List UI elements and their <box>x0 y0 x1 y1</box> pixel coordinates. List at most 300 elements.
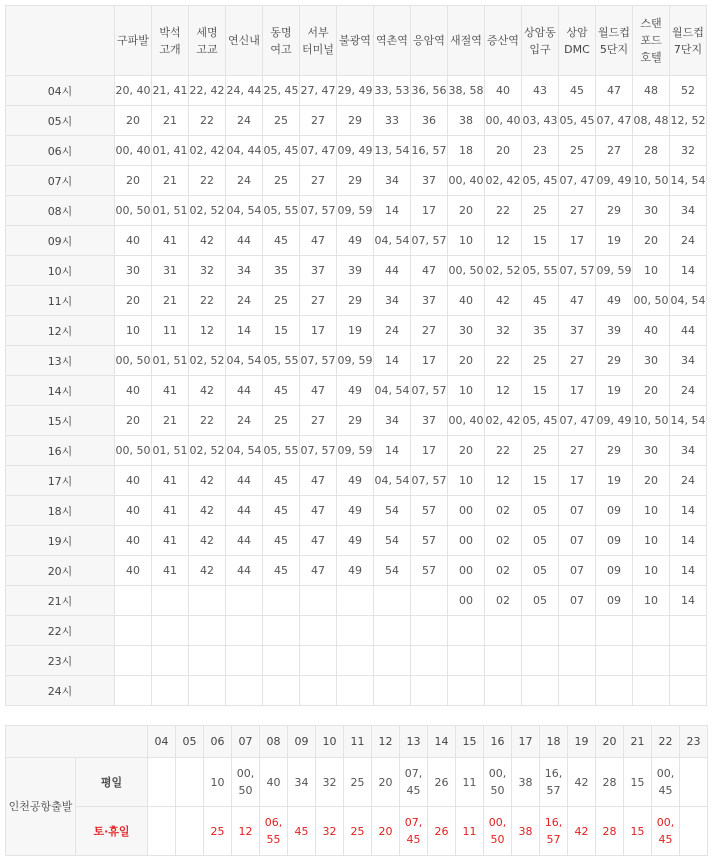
departure-minutes: 02, 52 <box>189 196 226 226</box>
departure-minutes <box>670 646 707 676</box>
departure-minutes: 34 <box>374 286 411 316</box>
departure-minutes <box>300 646 337 676</box>
departure-minutes <box>485 676 522 706</box>
departure-minutes: 07, 57 <box>411 376 448 406</box>
departure-minutes <box>448 646 485 676</box>
departure-minutes: 41 <box>152 556 189 586</box>
hour-row <box>6 676 707 706</box>
hour-label: 20시 <box>6 556 115 586</box>
airport-hour-header: 07 <box>232 726 260 758</box>
departure-minutes: 29 <box>337 166 374 196</box>
airport-hour-header: 06 <box>204 726 232 758</box>
weekend-departure-minutes: 00, 50 <box>484 807 512 856</box>
hour-row <box>6 406 707 436</box>
departure-minutes: 07, 57 <box>300 436 337 466</box>
departure-minutes: 40 <box>485 76 522 106</box>
departure-minutes: 34 <box>226 256 263 286</box>
weekend-departure-minutes: 26 <box>428 807 456 856</box>
departure-minutes: 02 <box>485 556 522 586</box>
departure-minutes: 09, 59 <box>337 346 374 376</box>
departure-minutes <box>522 646 559 676</box>
departure-minutes: 10 <box>448 226 485 256</box>
departure-minutes: 27 <box>559 196 596 226</box>
departure-minutes: 02, 52 <box>189 346 226 376</box>
hour-row <box>6 496 707 526</box>
departure-minutes: 03, 43 <box>522 106 559 136</box>
departure-minutes: 29 <box>596 196 633 226</box>
airport-hour-header: 11 <box>344 726 372 758</box>
airport-hour-header: 15 <box>456 726 484 758</box>
airport-hour-header: 17 <box>512 726 540 758</box>
departure-minutes: 27 <box>300 286 337 316</box>
departure-minutes: 05, 55 <box>522 256 559 286</box>
departure-minutes: 09, 59 <box>337 436 374 466</box>
departure-minutes: 01, 51 <box>152 436 189 466</box>
departure-minutes: 32 <box>670 136 707 166</box>
weekday-label: 평일 <box>76 758 148 807</box>
departure-minutes: 38, 58 <box>448 76 485 106</box>
departure-minutes: 57 <box>411 496 448 526</box>
departure-minutes: 47 <box>300 496 337 526</box>
departure-minutes: 49 <box>337 526 374 556</box>
hour-label: 04시 <box>6 76 115 106</box>
departure-minutes: 17 <box>559 376 596 406</box>
departure-minutes: 21 <box>152 106 189 136</box>
departure-minutes: 25 <box>263 106 300 136</box>
departure-minutes: 04, 54 <box>374 376 411 406</box>
departure-minutes: 40 <box>115 496 152 526</box>
departure-minutes: 00, 50 <box>115 436 152 466</box>
departure-minutes: 32 <box>189 256 226 286</box>
departure-minutes: 31 <box>152 256 189 286</box>
weekday-departure-minutes <box>148 758 176 807</box>
stop-header: 응암역 <box>411 6 448 76</box>
departure-minutes: 14 <box>374 196 411 226</box>
departure-minutes: 42 <box>189 376 226 406</box>
departure-minutes: 10 <box>115 316 152 346</box>
departure-minutes <box>448 616 485 646</box>
departure-minutes: 00, 50 <box>115 346 152 376</box>
departure-minutes: 02 <box>485 496 522 526</box>
airport-corner-cell <box>6 726 148 758</box>
departure-minutes <box>263 586 300 616</box>
departure-minutes: 33 <box>374 106 411 136</box>
departure-minutes: 07, 47 <box>300 136 337 166</box>
departure-minutes: 42 <box>189 556 226 586</box>
departure-minutes: 23 <box>522 136 559 166</box>
stop-header: 역촌역 <box>374 6 411 76</box>
weekend-departure-minutes: 42 <box>568 807 596 856</box>
departure-minutes: 17 <box>300 316 337 346</box>
departure-minutes: 27 <box>596 136 633 166</box>
weekday-row <box>6 758 708 807</box>
departure-minutes: 22 <box>189 166 226 196</box>
departure-minutes: 25 <box>522 196 559 226</box>
departure-minutes <box>337 586 374 616</box>
departure-minutes <box>226 616 263 646</box>
departure-minutes: 37 <box>300 256 337 286</box>
departure-minutes: 10 <box>633 556 670 586</box>
departure-minutes: 39 <box>337 256 374 286</box>
airport-departure-table <box>5 725 708 856</box>
departure-minutes <box>263 676 300 706</box>
departure-minutes: 09 <box>596 526 633 556</box>
departure-minutes: 13, 54 <box>374 136 411 166</box>
departure-minutes: 40 <box>115 556 152 586</box>
departure-minutes: 30 <box>633 436 670 466</box>
departure-minutes: 24 <box>226 286 263 316</box>
departure-minutes <box>189 586 226 616</box>
stop-header: 불광역 <box>337 6 374 76</box>
departure-minutes: 34 <box>670 436 707 466</box>
departure-minutes <box>633 676 670 706</box>
departure-minutes: 05, 45 <box>559 106 596 136</box>
departure-minutes: 42 <box>189 226 226 256</box>
departure-minutes: 14, 54 <box>670 166 707 196</box>
departure-minutes: 04, 54 <box>374 226 411 256</box>
weekday-departure-minutes: 34 <box>288 758 316 807</box>
departure-minutes: 29 <box>596 436 633 466</box>
departure-minutes <box>115 616 152 646</box>
departure-minutes <box>411 586 448 616</box>
departure-minutes: 01, 51 <box>152 346 189 376</box>
departure-minutes: 02 <box>485 526 522 556</box>
departure-minutes: 17 <box>411 346 448 376</box>
departure-minutes: 27, 47 <box>300 76 337 106</box>
departure-minutes: 00, 40 <box>448 166 485 196</box>
departure-minutes: 20 <box>633 466 670 496</box>
departure-minutes: 07, 47 <box>596 106 633 136</box>
departure-minutes: 42 <box>485 286 522 316</box>
departure-minutes: 33, 53 <box>374 76 411 106</box>
departure-minutes: 32 <box>485 316 522 346</box>
hour-row <box>6 136 707 166</box>
departure-minutes: 05 <box>522 586 559 616</box>
departure-minutes: 12 <box>485 466 522 496</box>
departure-minutes: 45 <box>263 466 300 496</box>
departure-minutes: 04, 54 <box>226 346 263 376</box>
stop-header: 연신내 <box>226 6 263 76</box>
departure-minutes: 45 <box>263 556 300 586</box>
weekend-departure-minutes: 20 <box>372 807 400 856</box>
departure-minutes: 21, 41 <box>152 76 189 106</box>
departure-minutes: 02, 42 <box>485 406 522 436</box>
departure-minutes <box>337 646 374 676</box>
departure-minutes: 09, 59 <box>337 196 374 226</box>
departure-minutes: 14 <box>226 316 263 346</box>
departure-minutes: 34 <box>670 346 707 376</box>
departure-minutes: 47 <box>300 526 337 556</box>
hour-label: 24시 <box>6 676 115 706</box>
weekend-departure-minutes: 11 <box>456 807 484 856</box>
departure-minutes: 00, 40 <box>485 106 522 136</box>
departure-minutes: 27 <box>559 436 596 466</box>
departure-minutes: 27 <box>300 106 337 136</box>
departure-minutes: 15 <box>522 376 559 406</box>
airport-hour-header: 20 <box>596 726 624 758</box>
departure-minutes: 21 <box>152 286 189 316</box>
departure-minutes: 17 <box>411 436 448 466</box>
weekday-departure-minutes: 26 <box>428 758 456 807</box>
weekend-departure-minutes: 12 <box>232 807 260 856</box>
hour-label: 21시 <box>6 586 115 616</box>
departure-minutes: 20 <box>115 406 152 436</box>
departure-minutes: 14 <box>670 556 707 586</box>
departure-minutes <box>374 676 411 706</box>
departure-minutes: 52 <box>670 76 707 106</box>
hour-label: 19시 <box>6 526 115 556</box>
stop-header: 동명 여고 <box>263 6 300 76</box>
departure-minutes <box>115 646 152 676</box>
airport-hour-header: 12 <box>372 726 400 758</box>
departure-minutes: 48 <box>633 76 670 106</box>
departure-minutes <box>189 676 226 706</box>
departure-minutes: 24 <box>374 316 411 346</box>
departure-minutes: 04, 54 <box>226 196 263 226</box>
hour-row <box>6 106 707 136</box>
airport-hour-header: 05 <box>176 726 204 758</box>
departure-minutes: 44 <box>226 466 263 496</box>
departure-minutes: 20 <box>115 106 152 136</box>
departure-minutes: 04, 54 <box>374 466 411 496</box>
departure-minutes: 07, 57 <box>411 226 448 256</box>
departure-minutes: 07 <box>559 556 596 586</box>
weekday-departure-minutes: 11 <box>456 758 484 807</box>
departure-minutes: 47 <box>596 76 633 106</box>
departure-minutes: 02 <box>485 586 522 616</box>
hour-row <box>6 196 707 226</box>
departure-minutes: 21 <box>152 406 189 436</box>
departure-minutes: 10 <box>448 376 485 406</box>
airport-hour-header: 04 <box>148 726 176 758</box>
departure-minutes: 47 <box>559 286 596 316</box>
departure-minutes: 00, 50 <box>115 196 152 226</box>
departure-minutes <box>374 646 411 676</box>
stop-header: 새절역 <box>448 6 485 76</box>
weekday-departure-minutes: 10 <box>204 758 232 807</box>
departure-minutes: 49 <box>337 556 374 586</box>
weekday-departure-minutes: 40 <box>260 758 288 807</box>
departure-minutes: 24 <box>670 466 707 496</box>
hour-row <box>6 646 707 676</box>
departure-minutes: 24 <box>670 376 707 406</box>
departure-minutes: 45 <box>559 76 596 106</box>
departure-minutes <box>374 586 411 616</box>
departure-minutes <box>559 616 596 646</box>
departure-minutes: 22, 42 <box>189 76 226 106</box>
weekday-departure-minutes: 16, 57 <box>540 758 568 807</box>
departure-minutes: 27 <box>300 406 337 436</box>
weekday-departure-minutes: 20 <box>372 758 400 807</box>
departure-minutes: 25 <box>263 286 300 316</box>
departure-minutes <box>115 676 152 706</box>
departure-minutes: 25 <box>263 166 300 196</box>
weekend-departure-minutes: 45 <box>288 807 316 856</box>
weekday-departure-minutes <box>680 758 708 807</box>
departure-minutes: 57 <box>411 556 448 586</box>
hour-label: 05시 <box>6 106 115 136</box>
departure-minutes: 02, 42 <box>189 136 226 166</box>
departure-minutes: 05, 55 <box>263 436 300 466</box>
departure-minutes: 09, 49 <box>337 136 374 166</box>
weekend-departure-minutes: 06, 55 <box>260 807 288 856</box>
airport-hour-header: 10 <box>316 726 344 758</box>
departure-minutes <box>670 616 707 646</box>
hour-label: 17시 <box>6 466 115 496</box>
airport-hour-header: 22 <box>652 726 680 758</box>
hour-label: 14시 <box>6 376 115 406</box>
departure-minutes <box>411 646 448 676</box>
stop-header: 세명 고교 <box>189 6 226 76</box>
departure-minutes <box>189 616 226 646</box>
departure-minutes: 10 <box>633 526 670 556</box>
departure-minutes: 20, 40 <box>115 76 152 106</box>
hour-label: 16시 <box>6 436 115 466</box>
departure-minutes: 24 <box>670 226 707 256</box>
departure-minutes: 01, 41 <box>152 136 189 166</box>
departure-minutes: 30 <box>115 256 152 286</box>
departure-minutes: 15 <box>263 316 300 346</box>
departure-minutes: 00, 50 <box>633 286 670 316</box>
departure-minutes: 07, 57 <box>300 196 337 226</box>
weekend-row <box>6 807 708 856</box>
departure-minutes <box>411 616 448 646</box>
departure-minutes <box>522 616 559 646</box>
hour-row <box>6 556 707 586</box>
weekday-departure-minutes: 32 <box>316 758 344 807</box>
departure-minutes: 07, 57 <box>559 256 596 286</box>
hour-row <box>6 526 707 556</box>
departure-minutes <box>300 586 337 616</box>
departure-minutes: 20 <box>115 166 152 196</box>
departure-minutes: 40 <box>448 286 485 316</box>
weekend-departure-minutes: 15 <box>624 807 652 856</box>
departure-minutes: 09, 59 <box>596 256 633 286</box>
hour-label: 22시 <box>6 616 115 646</box>
departure-minutes: 36, 56 <box>411 76 448 106</box>
departure-minutes: 42 <box>189 526 226 556</box>
departure-minutes: 04, 54 <box>226 436 263 466</box>
departure-minutes: 25 <box>522 436 559 466</box>
departure-minutes: 44 <box>226 526 263 556</box>
departure-minutes: 08, 48 <box>633 106 670 136</box>
departure-minutes: 37 <box>559 316 596 346</box>
hour-row <box>6 376 707 406</box>
stop-header: 상암 DMC <box>559 6 596 76</box>
departure-minutes: 20 <box>448 196 485 226</box>
departure-minutes: 44 <box>374 256 411 286</box>
departure-minutes: 22 <box>189 406 226 436</box>
departure-minutes: 17 <box>559 466 596 496</box>
departure-minutes: 00, 40 <box>448 406 485 436</box>
departure-minutes: 44 <box>670 316 707 346</box>
airport-hour-header: 13 <box>400 726 428 758</box>
departure-minutes: 02, 52 <box>189 436 226 466</box>
departure-minutes <box>115 586 152 616</box>
departure-minutes: 14 <box>670 526 707 556</box>
weekday-departure-minutes <box>176 758 204 807</box>
departure-minutes: 12 <box>189 316 226 346</box>
departure-minutes: 09 <box>596 496 633 526</box>
departure-minutes: 24 <box>226 166 263 196</box>
departure-minutes: 14 <box>670 256 707 286</box>
departure-minutes: 40 <box>633 316 670 346</box>
hour-row <box>6 616 707 646</box>
hour-row <box>6 166 707 196</box>
departure-minutes: 12 <box>485 226 522 256</box>
departure-minutes: 36 <box>411 106 448 136</box>
weekend-departure-minutes: 07, 45 <box>400 807 428 856</box>
airport-hour-header: 08 <box>260 726 288 758</box>
departure-minutes <box>152 586 189 616</box>
departure-minutes: 09 <box>596 586 633 616</box>
departure-minutes <box>263 646 300 676</box>
departure-minutes: 02, 52 <box>485 256 522 286</box>
hour-label: 15시 <box>6 406 115 436</box>
hour-row <box>6 436 707 466</box>
hour-label: 11시 <box>6 286 115 316</box>
departure-minutes: 07, 57 <box>300 346 337 376</box>
departure-minutes: 40 <box>115 376 152 406</box>
departure-minutes: 14 <box>374 346 411 376</box>
weekday-departure-minutes: 07, 45 <box>400 758 428 807</box>
departure-minutes: 47 <box>300 376 337 406</box>
departure-minutes: 19 <box>337 316 374 346</box>
airport-hour-header: 16 <box>484 726 512 758</box>
stop-header: 증산역 <box>485 6 522 76</box>
departure-minutes: 45 <box>263 526 300 556</box>
weekday-departure-minutes: 00, 50 <box>232 758 260 807</box>
departure-minutes <box>559 646 596 676</box>
departure-minutes: 14 <box>670 586 707 616</box>
airport-hour-header: 21 <box>624 726 652 758</box>
departure-minutes: 40 <box>115 466 152 496</box>
departure-minutes: 49 <box>337 226 374 256</box>
departure-minutes <box>226 646 263 676</box>
departure-minutes <box>633 646 670 676</box>
departure-minutes: 22 <box>485 196 522 226</box>
departure-minutes: 18 <box>448 136 485 166</box>
departure-minutes: 34 <box>670 196 707 226</box>
weekend-departure-minutes <box>176 807 204 856</box>
departure-minutes: 00 <box>448 526 485 556</box>
departure-minutes <box>633 616 670 646</box>
departure-minutes: 29 <box>596 346 633 376</box>
departure-minutes <box>152 646 189 676</box>
airport-hours-header-row <box>6 726 708 758</box>
hour-label: 12시 <box>6 316 115 346</box>
departure-minutes: 01, 51 <box>152 196 189 226</box>
departure-minutes: 54 <box>374 556 411 586</box>
departure-minutes <box>226 586 263 616</box>
weekday-departure-minutes: 25 <box>344 758 372 807</box>
departure-minutes: 54 <box>374 526 411 556</box>
departure-minutes <box>485 646 522 676</box>
hour-row <box>6 346 707 376</box>
hour-row <box>6 256 707 286</box>
departure-minutes: 07, 47 <box>559 406 596 436</box>
hour-row <box>6 466 707 496</box>
weekday-departure-minutes: 15 <box>624 758 652 807</box>
departure-minutes: 27 <box>411 316 448 346</box>
hour-label: 09시 <box>6 226 115 256</box>
departure-minutes: 09, 49 <box>596 406 633 436</box>
departure-minutes: 05 <box>522 556 559 586</box>
departure-minutes: 10 <box>448 466 485 496</box>
departure-minutes <box>596 616 633 646</box>
departure-minutes: 11 <box>152 316 189 346</box>
departure-minutes: 24 <box>226 106 263 136</box>
